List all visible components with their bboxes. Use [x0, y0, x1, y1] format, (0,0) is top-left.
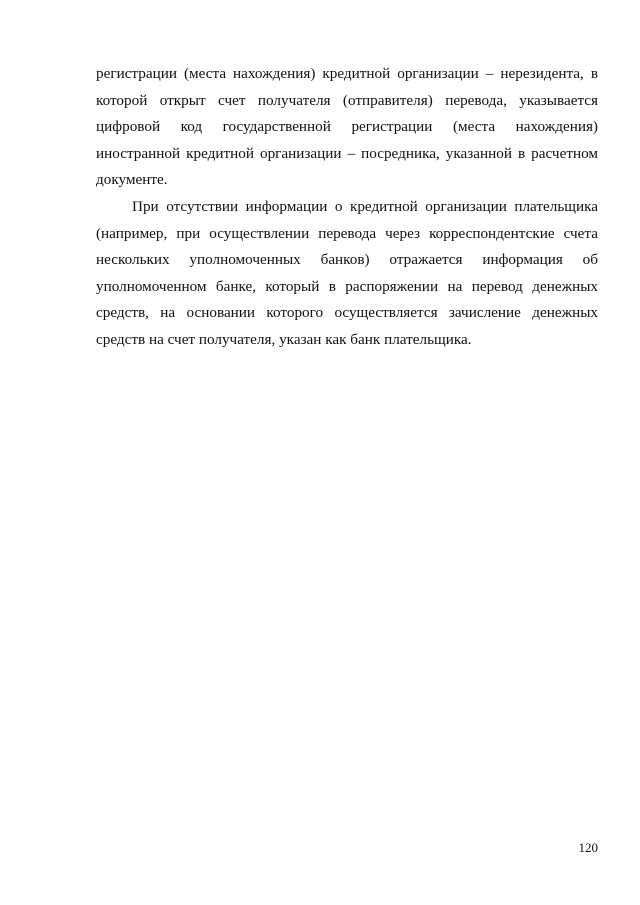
- text-line: При отсутствии информации о кредитной организации плательщика: [132, 197, 598, 215]
- text-line: средств на счет получателя, указан как банк плательщика.: [96, 330, 472, 348]
- text-line: иностранной кредитной организации – посредника, указанной в расчетном: [96, 144, 598, 162]
- text-line: уполномоченном банке, который в распоряжении на перевод денежных: [96, 277, 598, 295]
- paragraph-2: [96, 194, 598, 354]
- text-line: документе.: [96, 171, 168, 189]
- text-line: которой открыт счет получателя (отправителя) перевода, указывается: [96, 91, 598, 109]
- page-number: 120: [578, 840, 598, 855]
- text-line: нескольких уполномоченных банков) отражается информация об: [96, 251, 598, 269]
- body-text: [96, 61, 598, 354]
- text-line: средств, на основании которого осуществляется зачисление денежных: [96, 304, 598, 322]
- text-line: цифровой код государственной регистрации (места нахождения): [96, 118, 598, 136]
- text-line: регистрации (места нахождения) кредитной организации – нерезидента, в: [96, 65, 598, 82]
- text-line: (например, при осуществлении перевода через корреспондентские счета: [96, 224, 598, 242]
- paragraph-1: [96, 61, 598, 194]
